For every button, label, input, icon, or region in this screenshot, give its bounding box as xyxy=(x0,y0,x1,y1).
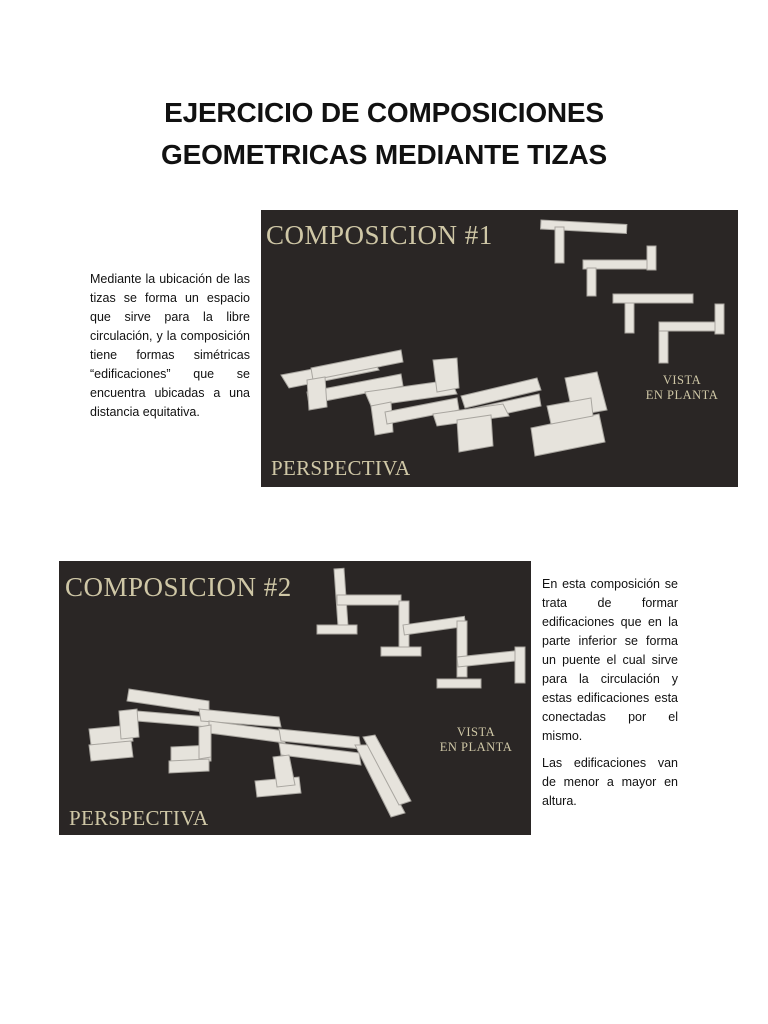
composition-2-photo xyxy=(59,561,531,835)
composition-1-perspective-label: PERSPECTIVA xyxy=(271,456,411,480)
composition-1-text: Mediante la ubicación de las tizas se forma un espacio que sirve para la libre circulación, y la composición tiene formas simétricas “edificaciones” que se encuentra ubicadas a una distancia equitativa. xyxy=(90,272,250,419)
page-title xyxy=(0,92,768,176)
title-line-2: GEOMETRICAS MEDIANTE TIZAS xyxy=(161,139,607,170)
composition-2-text-1: En esta composición se trata de formar edificaciones que en la parte inferior se forma un puente el cual sirve para la circulación y estas edificaciones esta conectadas por el mismo. xyxy=(542,577,678,743)
composition-1-photo xyxy=(261,210,738,487)
composition-1-chalk-illustration xyxy=(261,210,738,487)
composition-2-plan-label xyxy=(433,725,519,755)
composition-2-heading: COMPOSICION #2 xyxy=(65,572,292,602)
composition-1-plan-label-line-1: VISTA xyxy=(662,373,702,387)
composition-2-description xyxy=(542,575,678,811)
composition-1-description xyxy=(90,270,250,422)
composition-2-plan-label-line-2: EN PLANTA xyxy=(439,740,513,754)
title-line-1: EJERCICIO DE COMPOSICIONES xyxy=(164,97,604,128)
composition-1-plan-label-line-2: EN PLANTA xyxy=(645,388,719,402)
composition-2-plan-label-line-1: VISTA xyxy=(456,725,496,739)
composition-1-plan-label xyxy=(639,373,725,403)
composition-2-perspective-label: PERSPECTIVA xyxy=(69,806,209,830)
composition-2-text-2: Las edificaciones van de menor a mayor en altura. xyxy=(542,756,678,808)
composition-1-heading: COMPOSICION #1 xyxy=(266,220,493,250)
